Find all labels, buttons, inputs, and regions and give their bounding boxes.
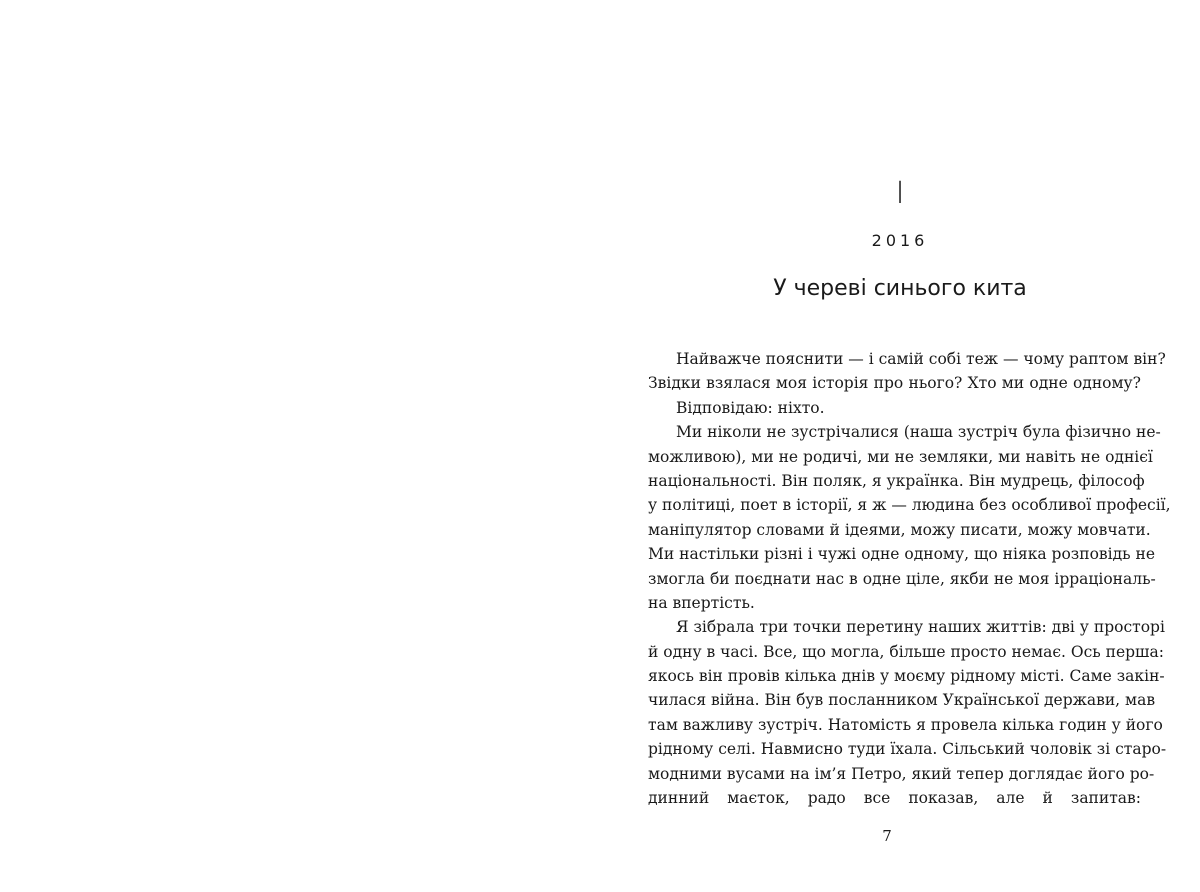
body-text <box>648 347 1171 810</box>
text-line: чилася війна. Він був посланником Української держави, мав <box>648 691 1156 710</box>
text-line: на впертість. <box>648 593 755 612</box>
text-line: змогла би поєднати нас в одне ціле, якби не моя ірраціональ- <box>648 569 1156 588</box>
text-line: можливою), ми не родичі, ми не земляки, ми навіть не однієї <box>648 447 1153 466</box>
text-line: рідному селі. Навмисно туди їхала. Сільський чоловік зі старо- <box>648 740 1167 759</box>
page-number: 7 <box>882 827 892 845</box>
chapter-year: 2016 <box>871 231 929 250</box>
text-line: Звідки взялася моя історія про нього? Хто ми одне одному? <box>648 374 1141 393</box>
text-line: Найважче пояснити — і самій собі теж — чому раптом він? <box>676 350 1166 368</box>
text-line: маніпулятор словами й ідеями, можу писати, можу мовчати. <box>648 520 1151 539</box>
text-line: Ми ніколи не зустрічалися (наша зустріч була фізично не- <box>676 423 1161 442</box>
text-line: Я зібрала три точки перетину наших життів: дві у просторі <box>676 618 1165 637</box>
right-page <box>600 0 1200 892</box>
text-line: модними вусами на ім’я Петро, який тепер доглядає його ро- <box>648 764 1155 783</box>
text-line: там важливу зустріч. Натомість я провела кілька годин у його <box>648 715 1163 734</box>
text-line: Ми настільки різні і чужі одне одному, що ніяка розповідь не <box>648 545 1156 564</box>
chapter-numeral: I <box>895 176 905 211</box>
text-line: й одну в часі. Все, що могла, більше просто немає. Ось перша: <box>648 642 1164 661</box>
text-line: національності. Він поляк, я українка. Він мудрець, філософ <box>648 471 1145 490</box>
text-line: динний маєток, радо все показав, але й запитав: <box>648 789 1141 808</box>
text-line: якось він провів кілька днів у моєму рідному місті. Саме закін- <box>648 667 1165 686</box>
chapter-title: У череві синього кита <box>773 276 1027 301</box>
text-line: Відповідаю: ніхто. <box>676 398 825 417</box>
text-line: у політиці, поет в історії, я ж — людина без особливої професії, <box>648 496 1171 515</box>
